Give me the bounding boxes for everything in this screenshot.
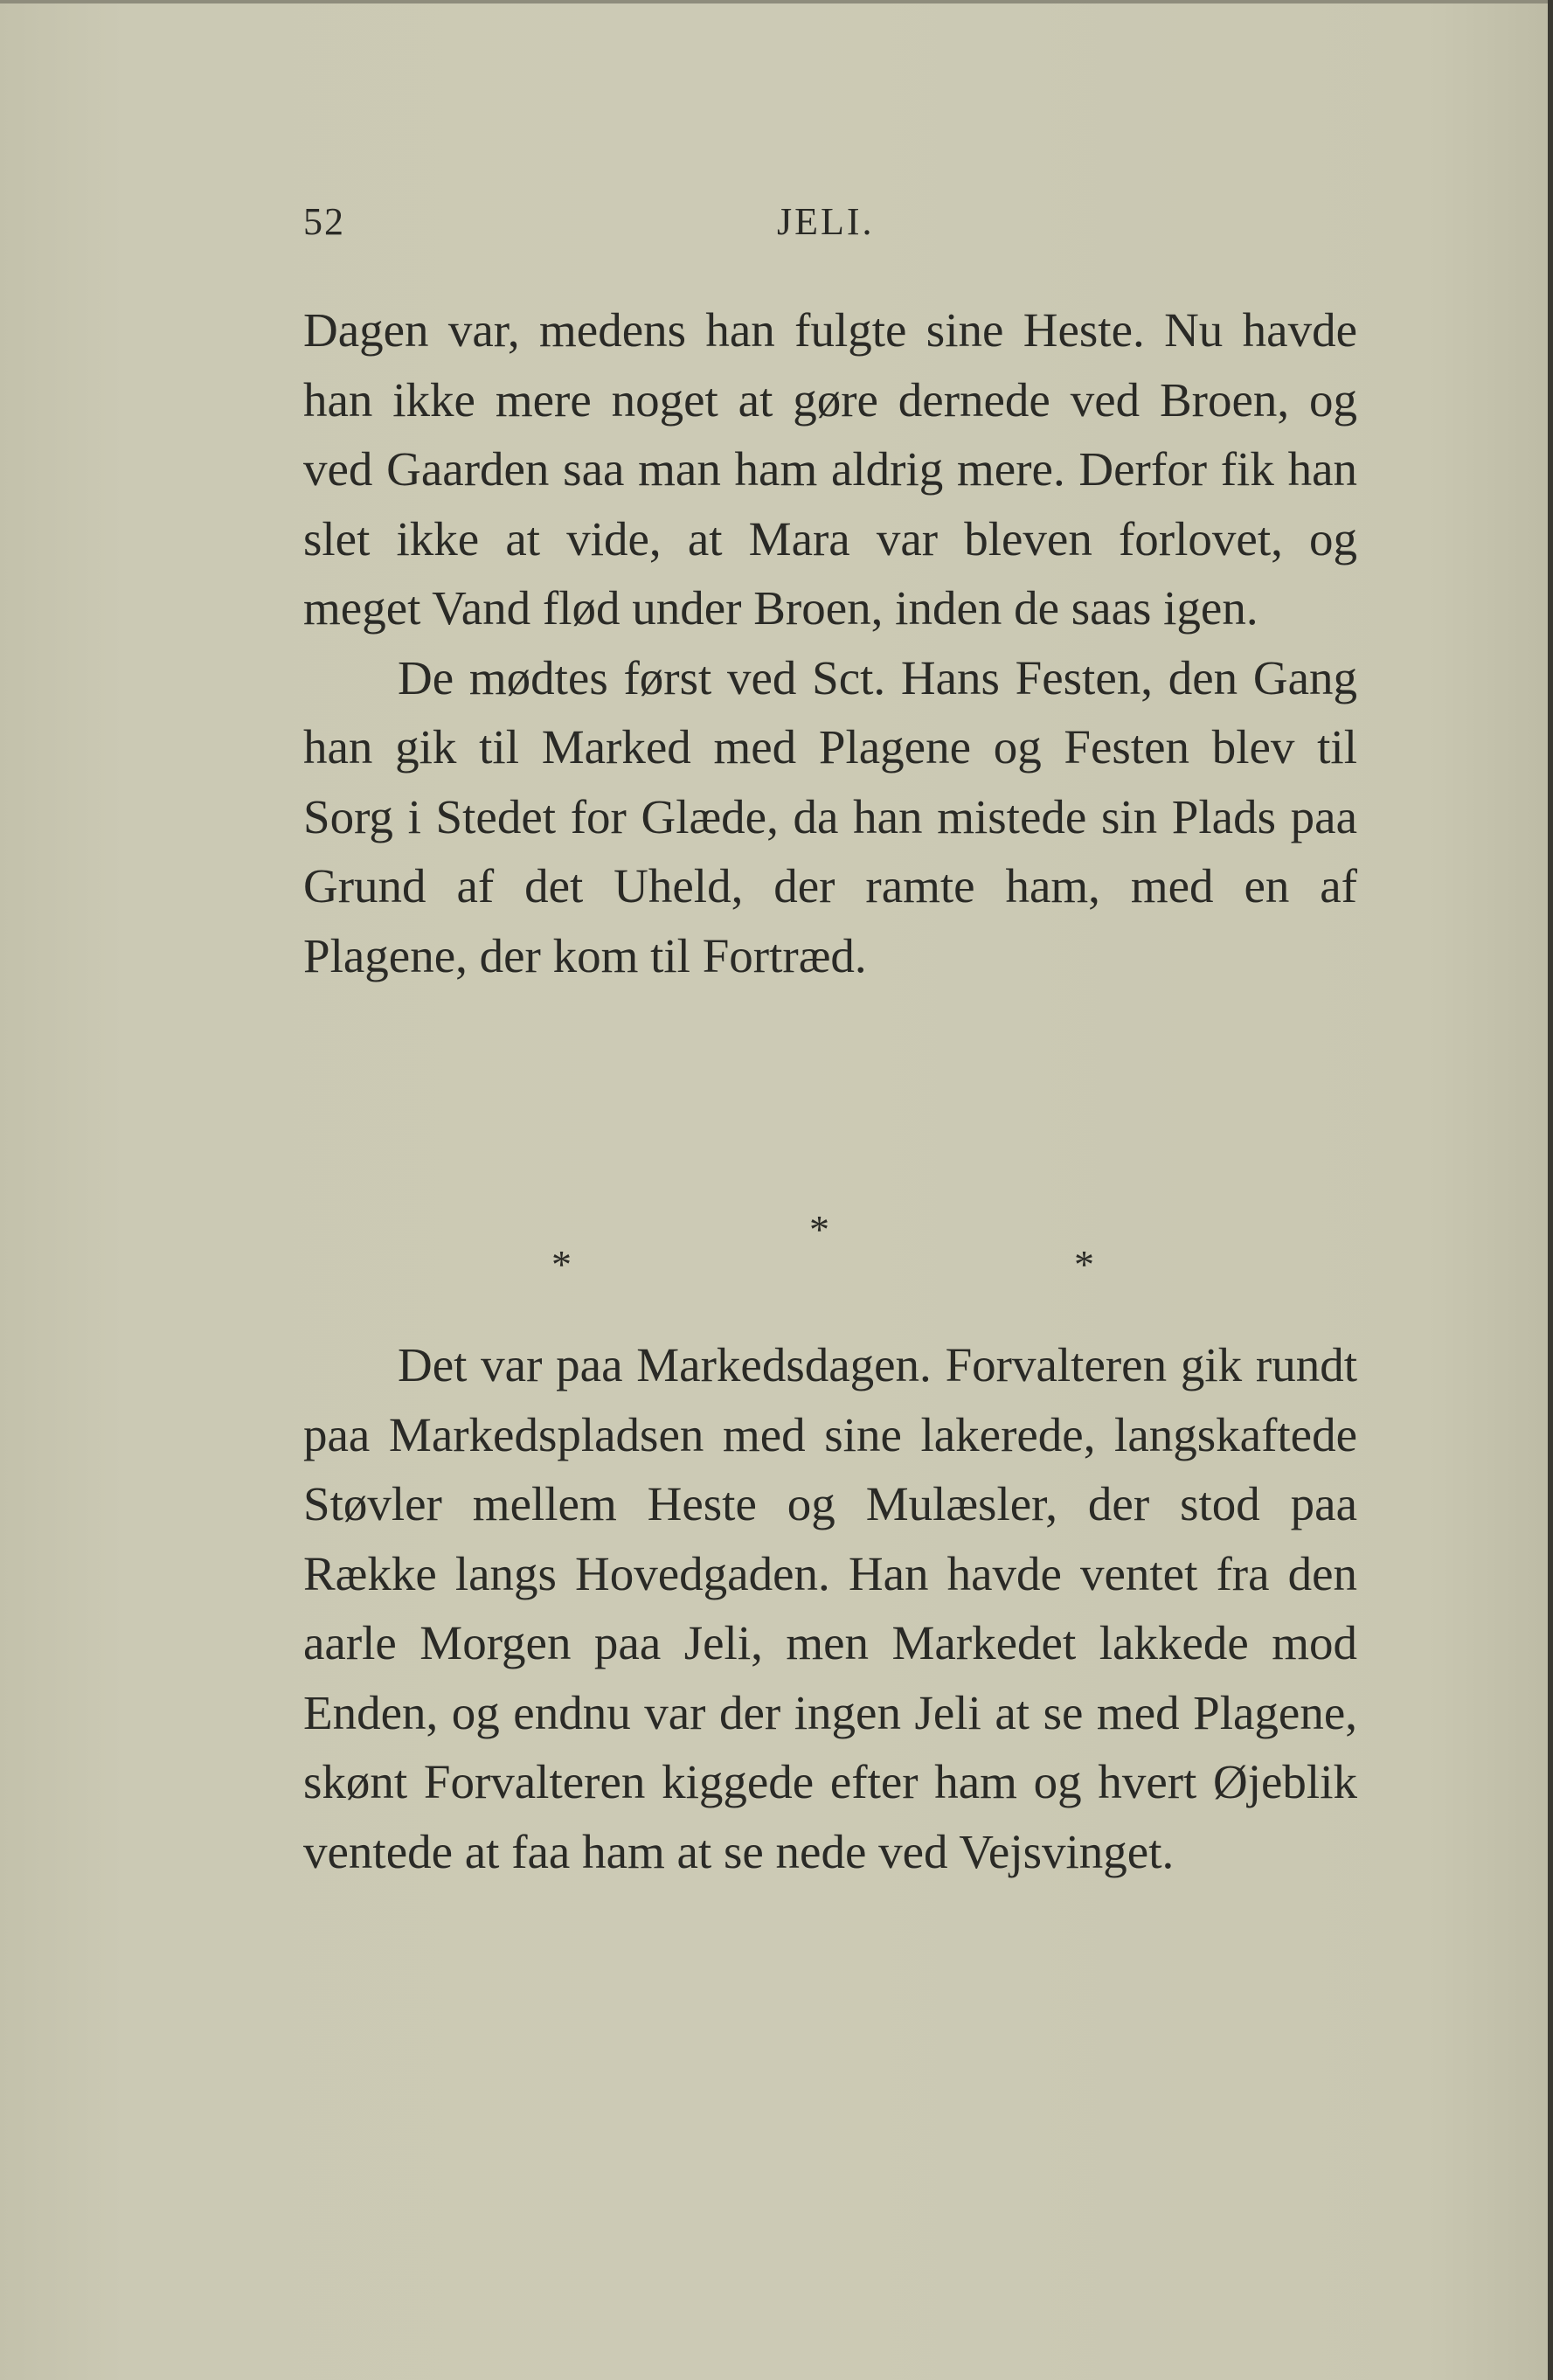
section-break (303, 1206, 1357, 1285)
paragraph: Dagen var, medens han fulgte sine Heste. Nu havde han ikke mere noget at gøre dernede ved Broen, og ved Gaarden saa man ham aldrig mere. Derfor fik han slet ikke at vide, at Mara var bleven forlovet, og meget Vand flød under Broen, inden de saas igen. (303, 303, 1357, 635)
page-right-edge (1548, 0, 1553, 2380)
paragraph: De mødtes først ved Sct. Hans Festen, den Gang han gik til Marked med Plagene og Festen blev til Sorg i Stedet for Glæde, da han mistede sin Plads paa Grund af det Uheld, der ramte ham, med en af Plagene, der kom til Fortræd. (303, 650, 1357, 982)
running-title: JELI. (777, 200, 875, 243)
asterisk-left: * (551, 1242, 572, 1287)
paragraph: Det var paa Markedsdagen. Forvalteren gik rundt paa Markedspladsen med sine lakerede, langskaftede Støvler mellem Heste og Mulæsler, der stod paa Række langs Hovedgaden. Han havde ventet fra den aarle Morgen paa Jeli, men Markedet lakkede mod Enden, og endnu var der ingen Jeli at se med Plagene, skønt Forvalteren kiggede efter ham og hvert Øjeblik ventede at faa ham at se nede ved Vejsvinget. (303, 1338, 1357, 1878)
page-top-edge (0, 0, 1553, 3)
page-header (303, 199, 1352, 252)
page-number: 52 (303, 200, 345, 243)
text-block-before-break (303, 295, 1357, 990)
asterisk-middle: * (809, 1207, 829, 1252)
asterisk-right: * (1074, 1242, 1094, 1287)
text-block-after-break (303, 1330, 1357, 1886)
